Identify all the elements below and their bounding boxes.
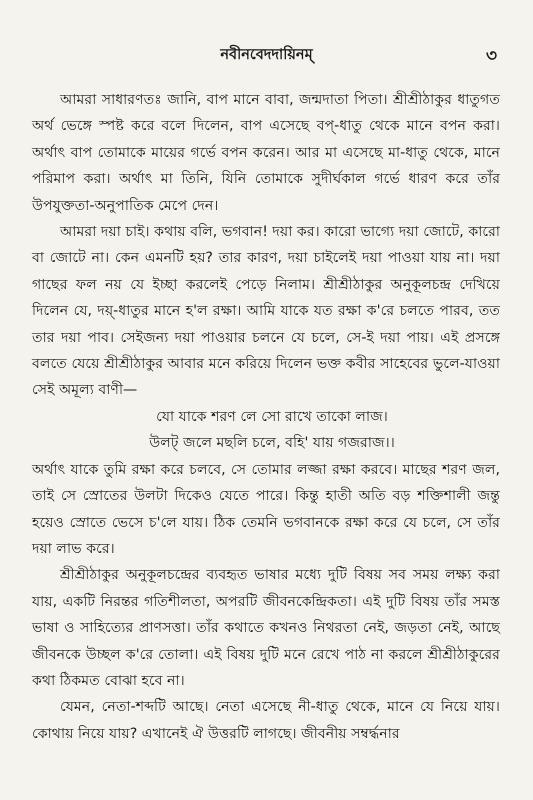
running-title: নবীনবেদদায়িনম্‌ — [220, 47, 313, 63]
page-body — [32, 87, 500, 747]
verse-line-2: উলট্‌ জলে মছলি চলে, বহি' যায় গজরাজ।। — [149, 435, 395, 452]
verse-line-1: যো যাকে শরণ লে সো রাখে তাকো লাজ। — [156, 408, 388, 425]
paragraph-1: আমরা সাধারণতঃ জানি, বাপ মানে বাবা, জন্মদাতা পিতা। শ্রীশ্রীঠাকুর ধাতুগত অর্থ ভেঙ্গে স্পষ্ট করে বলে দিলেন, বাপ এসেছে বপ্‌-ধাতু থেকে মানে বপন করা। অর্থাৎ বাপ তোমাকে মায়ের গর্ভে বপন করেন। আর মা এসেছে মা-ধাতু থেকে, মানে পরিমাপ করা। অর্থাৎ মা তিনি, যিনি তোমাকে সুদীর্ঘকাল গর্ভে ধারণ করে তাঁর উপযুক্ততা-অনুপাতিক মেপে দেন। — [32, 92, 500, 214]
page-header — [0, 44, 533, 68]
paragraph-2: আমরা দয়া চাই। কথায় বলি, ভগবান! দয়া কর। কারো ভাগ্যে দয়া জোটে, কারো বা জোটে না। কেন এমনটি হয়? তার কারণ, দয়া চাইলেই দয়া পাওয়া যায় না। দয়া গাছের ফল নয় যে ইচ্ছা করলেই পেড়ে নিলাম। শ্রীশ্রীঠাকুর অনুকূলচন্দ্র দেখিয়ে দিলেন যে, দয়্‌-ধাতুর মানে হ'ল রক্ষা। আমি যাকে যত রক্ষা ক'রে চলতে পারব, তত তার দয়া পাব। সেইজন্য দয়া পাওয়ার চলনে যে চলে, সে-ই দয়া পায়। এই প্রসঙ্গে বলতে যেয়ে শ্রীশ্রীঠাকুর আবার মনে করিয়ে দিলেন ভক্ত কবীর সাহেবের ভুলে-যাওয়া সেই অমূল্য বাণী— — [32, 224, 500, 399]
paragraph-5: যেমন, নেতা-শব্দটি আছে। নেতা এসেছে নী-ধাতু থেকে, মানে যে নিয়ে যায়। কোথায় নিয়ে যায়? এখানেই ঐ উত্তরটি লাগছে। জীবনীয় সম্বর্দ্ধনার — [32, 699, 500, 742]
paragraph-4: শ্রীশ্রীঠাকুর অনুকূলচন্দ্রের ব্যবহৃত ভাষার মধ্যে দুটি বিষয় সব সময় লক্ষ্য করা যায়, একটি নিরন্তর গতিশীলতা, অপরটি জীবনকেন্দ্রিকতা। এই দুটি বিষয় তাঁর সমস্ত ভাষা ও সাহিত্যের প্রাণসত্তা। তাঁর কথাতে কখনও নিথরতা নেই, জড়তা নেই, আছে জীবনকে উচ্ছল ক'রে তোলা। এই বিষয় দুটি মনে রেখে পাঠ না করলে শ্রীশ্রীঠাকুরের কথা ঠিকমত বোঝা হবে না। — [32, 567, 500, 689]
paragraph-3: অর্থাৎ যাকে তুমি রক্ষা করে চলবে, সে তোমার লজ্জা রক্ষা করবে। মাছের শরণ জল, তাই সে স্রোতের উলটা দিকেও যেতে পারে। কিন্তু হাতী অতি বড় শক্তিশালী জন্তু হয়েও স্রোতে ভেসে চ'লে যায়। ঠিক তেমনি ভগবানকে রক্ষা করে যে চলে, সে তাঁর দয়া লাভ করে। — [32, 461, 500, 557]
page-number: ৩ — [485, 46, 497, 66]
